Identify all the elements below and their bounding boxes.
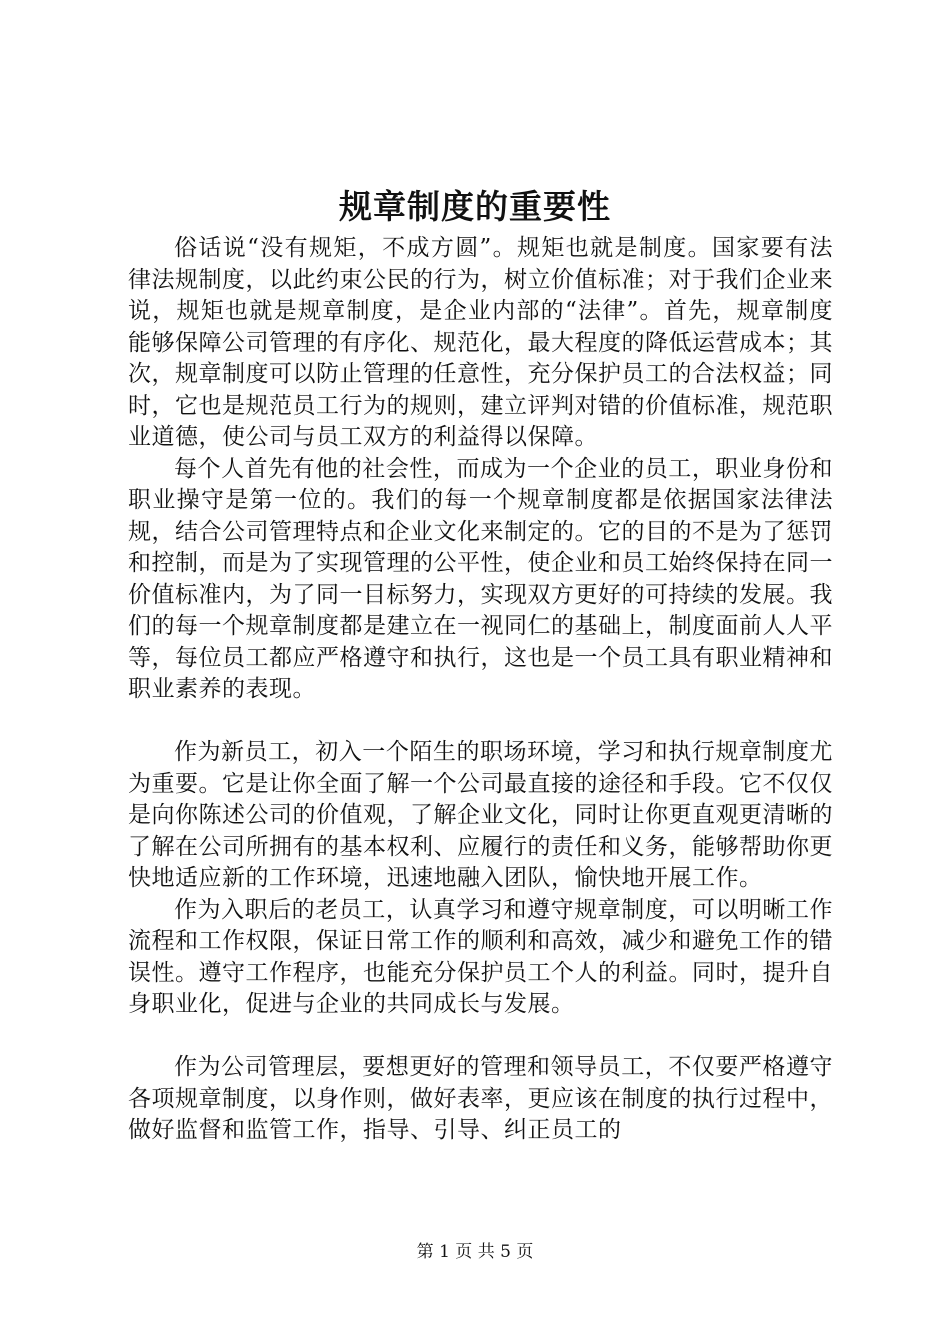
page-number-footer: 第 1 页 共 5 页 bbox=[416, 1242, 534, 1262]
paragraph-new-employee: 作为新员工，初入一个陌生的职场环境，学习和执行规章制度尤为重要。它是让你全面了解一个公司最直接的途径和手段。它不仅仅是向你陈述公司的价值观，了解企业文化，同时让你更直观更清晰的了解在公司所拥有的基本权利、应履行的责任和义务，能够帮助你更快地适应新的工作环境，迅速地融入团队，愉快地开展工作。 bbox=[128, 739, 833, 891]
paragraph-intro: 俗话说“没有规矩，不成方圆”。规矩也就是制度。国家要有法律法规制度，以此约束公民的行为，树立价值标准；对于我们企业来说，规矩也就是规章制度，是企业内部的“法律”。首先，规章制度能够保障公司管理的有序化、规范化，最大程度的降低运营成本；其次，规章制度可以防止管理的任意性，充分保护员工的合法权益；同时，它也是规范员工行为的规则，建立评判对错的价值标准，规范职业道德，使公司与员工双方的利益得以保障。 bbox=[128, 235, 833, 450]
document-title: 规章制度的重要性 bbox=[339, 187, 611, 226]
document-body bbox=[128, 233, 833, 1147]
paragraph-veteran-employee: 作为入职后的老员工，认真学习和遵守规章制度，可以明晰工作流程和工作权限，保证日常工作的顺利和高效，减少和避免工作的错误性。遵守工作程序，也能充分保护员工个人的利益。同时，提升自身职业化，促进与企业的共同成长与发展。 bbox=[128, 896, 833, 1017]
paragraph-social: 每个人首先有他的社会性，而成为一个企业的员工，职业身份和职业操守是第一位的。我们的每一个规章制度都是依据国家法律法规，结合公司管理特点和企业文化来制定的。它的目的不是为了惩罚和控制，而是为了实现管理的公平性，使企业和员工始终保持在同一价值标准内，为了同一目标努力，实现双方更好的可持续的发展。我们的每一个规章制度都是建立在一视同仁的基础上，制度面前人人平等，每位员工都应严格遵守和执行，这也是一个员工具有职业精神和职业素养的表现。 bbox=[128, 455, 833, 702]
paragraph-management: 作为公司管理层，要想更好的管理和领导员工，不仅要严格遵守各项规章制度，以身作则，做好表率，更应该在制度的执行过程中，做好监督和监管工作，指导、引导、纠正员工的 bbox=[128, 1054, 833, 1143]
